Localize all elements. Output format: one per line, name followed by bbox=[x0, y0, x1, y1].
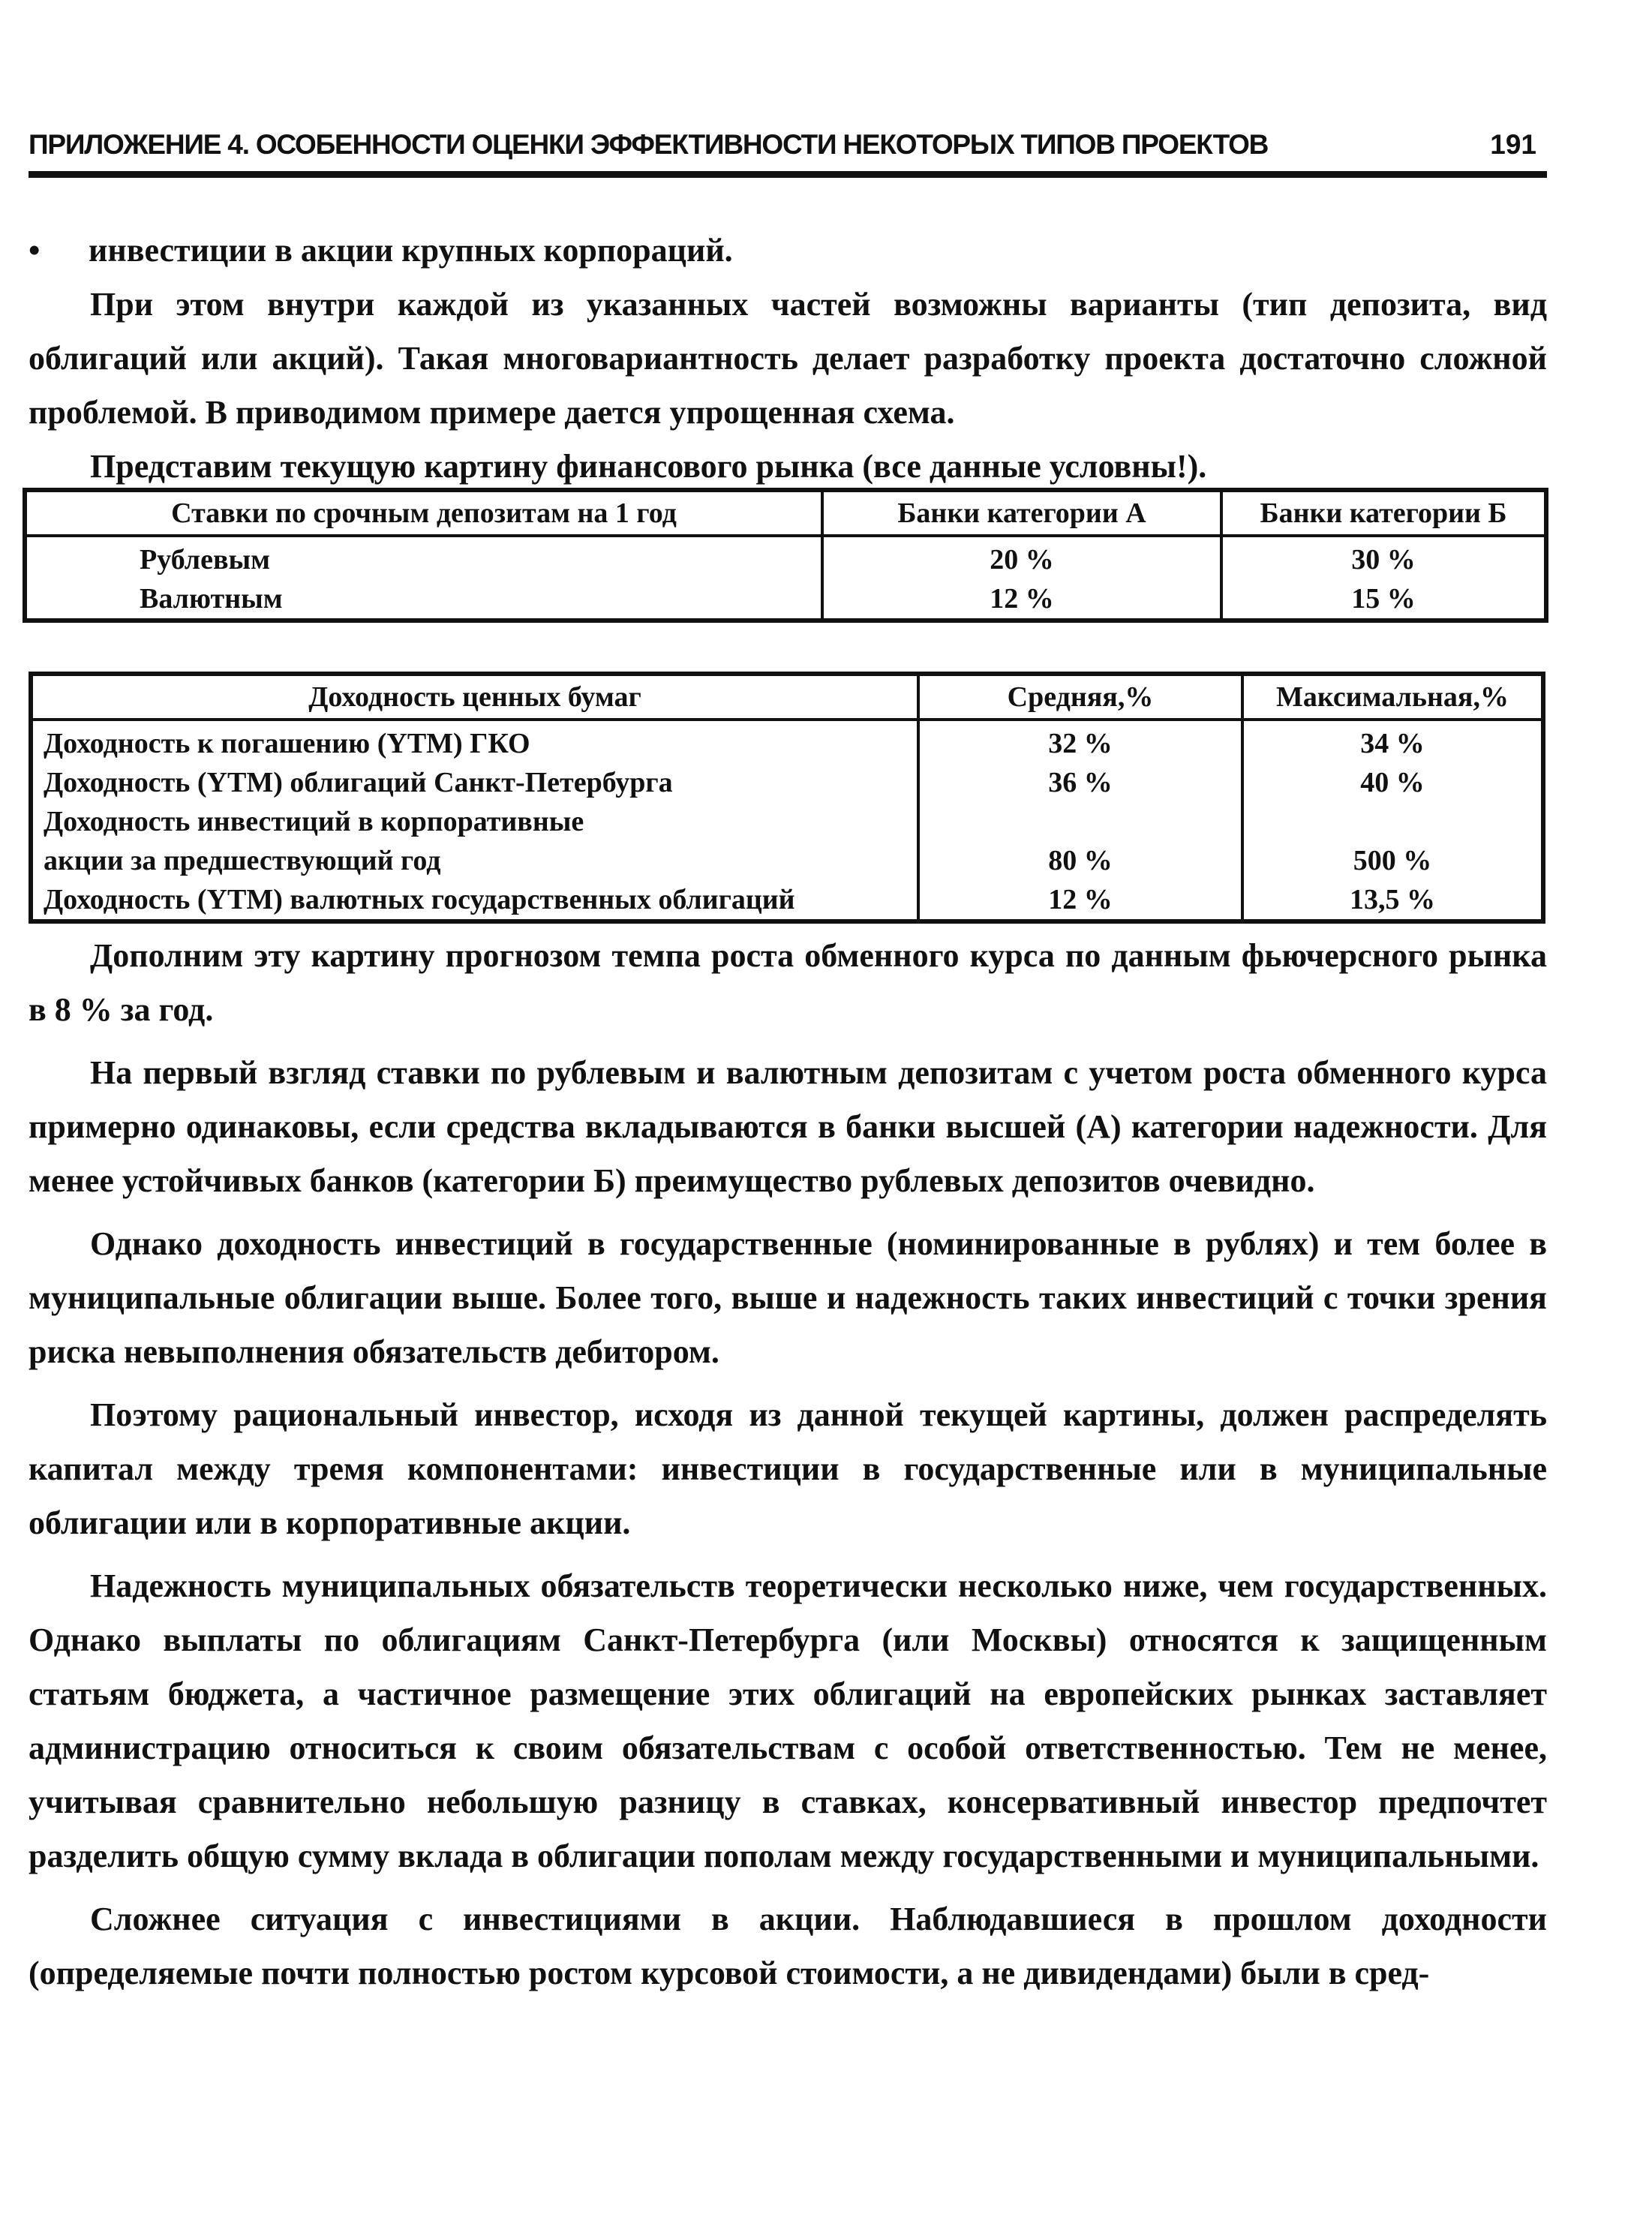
paragraph: Надежность муниципальных обязательств теоретически несколько ниже, чем государственных. Однако выплаты по облигациям Санкт-Петербурга (или Москвы) относятся к защищенным статьям бюджета, а частичное размещение этих облигаций на европейских рынках заставляет администрацию относиться к своим обязательствам с особой ответственностью. Тем не менее, учитывая сравнительно небольшую разницу в ставках, консервативный инвестор предпочтет разделить общую сумму вклада в облигации пополам между государственными и муниципальными. bbox=[29, 1567, 1547, 1874]
row-label: Рублевым bbox=[140, 544, 271, 576]
table-cell bbox=[918, 720, 1242, 921]
cell-value bbox=[1254, 802, 1530, 841]
cell-value: 34 % bbox=[1360, 728, 1425, 759]
cell-value bbox=[930, 802, 1230, 841]
bullet-item bbox=[29, 224, 733, 278]
body-text-bottom bbox=[29, 929, 1547, 2000]
cell-value: 13,5 % bbox=[1350, 884, 1435, 915]
cell-value: 500 % bbox=[1353, 845, 1432, 876]
table-cell bbox=[31, 720, 918, 921]
row-label: Доходность (YTM) облигаций Санкт-Петербурга bbox=[44, 767, 673, 798]
paragraph: Дополним эту картину прогнозом темпа роста обменного курса по данным фьючерсного рынка в 8 % за год. bbox=[29, 937, 1547, 1028]
cell-value: 12 % bbox=[990, 583, 1054, 615]
row-label: Доходность инвестиций в корпоративные bbox=[44, 806, 584, 837]
paragraph: Однако доходность инвестиций в государственные (номинированные в рублях) и тем более в муниципальные облигации выше. Более того, выше и надежность таких инвестиций с точки зрения риска невыполнения обязательств дебитором. bbox=[29, 1225, 1547, 1370]
table-cell bbox=[1221, 536, 1546, 621]
running-header-title: ПРИЛОЖЕНИЕ 4. ОСОБЕННОСТИ ОЦЕНКИ ЭФФЕКТИВНОСТИ НЕКОТОРЫХ ТИПОВ ПРОЕКТОВ bbox=[29, 129, 1269, 160]
table-header-cell: Банки категории А bbox=[822, 490, 1221, 536]
row-label: Доходность (YTM) валютных государственных облигаций bbox=[44, 884, 795, 915]
paragraph: Сложнее ситуация с инвестициями в акции. Наблюдавшиеся в прошлом доходности (определяемые почти полностью ростом курсовой стоимости, а не дивидендами) были в сред- bbox=[29, 1901, 1547, 1991]
table-row bbox=[25, 536, 1546, 621]
paragraph: При этом внутри каждой из указанных частей возможны варианты (тип депозита, вид облигаций или акций). Такая многовариантность делает разработку проекта достаточно сложной проблемой. В приводимом примере дается упрощенная схема. bbox=[29, 286, 1547, 431]
cell-value: 36 % bbox=[1048, 767, 1113, 798]
table-header-row bbox=[25, 490, 1546, 536]
body-text-top bbox=[29, 278, 1547, 494]
securities-yield-table bbox=[29, 672, 1545, 924]
paragraph: На первый взгляд ставки по рублевым и валютным депозитам с учетом роста обменного курса примерно одинаковы, если средства вкладываются в банки высшей (А) категории надежности. Для менее устойчивых банков (категории Б) преимущество рублевых депозитов очевидно. bbox=[29, 1054, 1547, 1199]
cell-value: 12 % bbox=[1048, 884, 1113, 915]
row-label: акции за предшествующий год bbox=[44, 845, 441, 876]
bullet-text: инвестиции в акции крупных корпораций. bbox=[89, 232, 733, 269]
row-label: Валютным bbox=[140, 583, 283, 615]
row-label: Доходность к погашению (YTM) ГКО bbox=[44, 728, 530, 759]
table-header-cell: Банки категории Б bbox=[1221, 490, 1546, 536]
table-header-cell: Ставки по срочным депозитам на 1 год bbox=[25, 490, 822, 536]
table-header-cell: Доходность ценных бумаг bbox=[31, 674, 918, 720]
header-rule bbox=[29, 171, 1547, 178]
table-header-cell: Средняя,% bbox=[918, 674, 1242, 720]
table-cell bbox=[822, 536, 1221, 621]
cell-value: 15 % bbox=[1351, 583, 1416, 615]
cell-value: 32 % bbox=[1048, 728, 1113, 759]
cell-value: 30 % bbox=[1351, 544, 1416, 576]
page-number: 191 bbox=[1490, 129, 1536, 160]
table-cell bbox=[25, 536, 822, 621]
paragraph: Представим текущую картину финансового рынка (все данные условны!). bbox=[90, 448, 1207, 485]
table-header-cell: Максимальная,% bbox=[1242, 674, 1543, 720]
table-cell bbox=[1242, 720, 1543, 921]
paragraph: Поэтому рациональный инвестор, исходя из данной текущей картины, должен распределять капитал между тремя компонентами: инвестиции в государственные или в муниципальные облигации или в корпоративные акции. bbox=[29, 1396, 1547, 1541]
cell-value: 40 % bbox=[1360, 767, 1425, 798]
table-row bbox=[31, 720, 1543, 921]
cell-value: 80 % bbox=[1048, 845, 1113, 876]
cell-value: 20 % bbox=[990, 544, 1054, 576]
table-header-row bbox=[31, 674, 1543, 720]
bullet-icon: • bbox=[29, 232, 41, 269]
deposit-rates-table bbox=[23, 488, 1548, 623]
